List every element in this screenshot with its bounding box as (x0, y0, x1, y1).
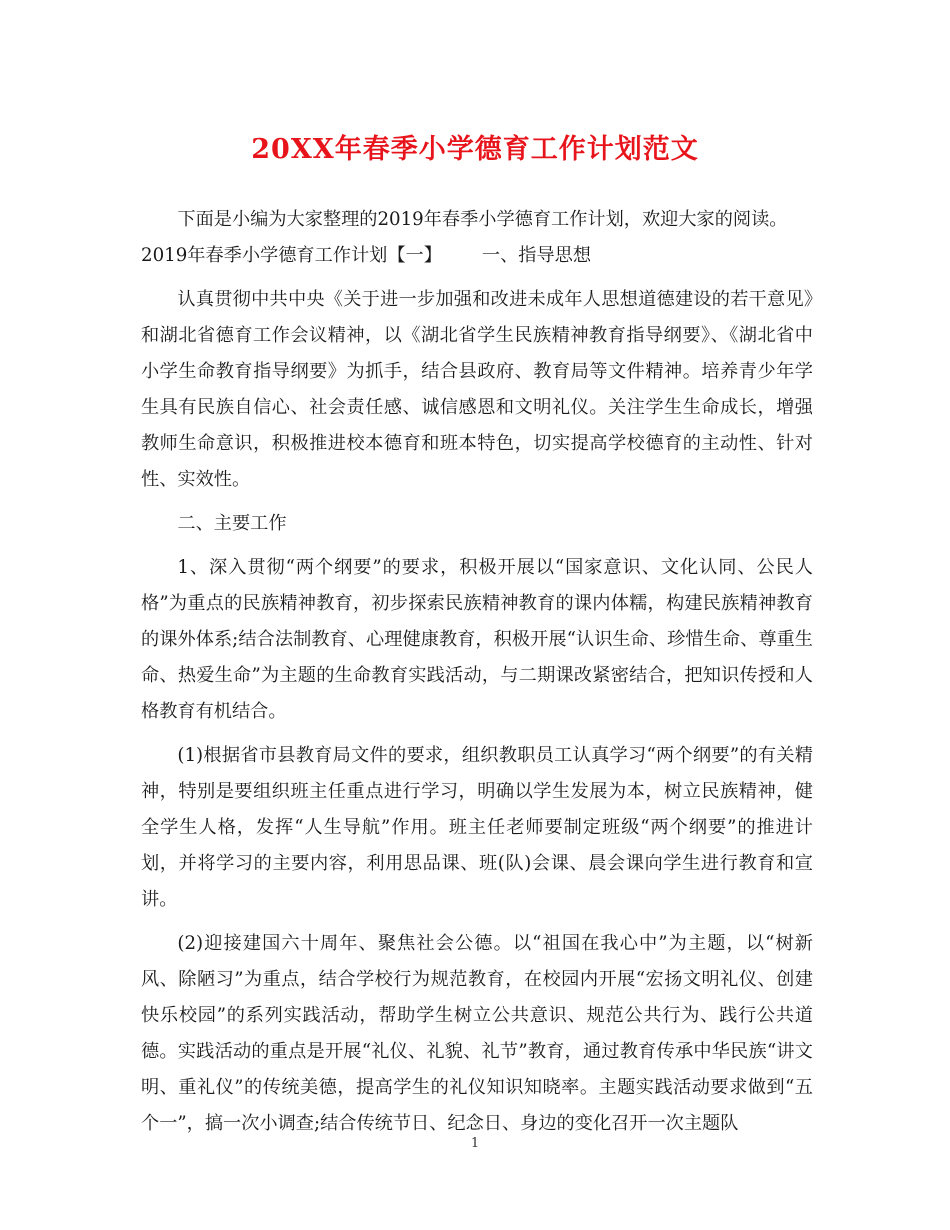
section-heading-line (141, 238, 813, 274)
page-number: 1 (470, 1136, 480, 1151)
document-title: 20XX年春季小学德育工作计划范文 (251, 134, 699, 165)
guiding-ideology-heading: 一、指导思想 (481, 245, 592, 266)
intro-paragraph: 下面是小编为大家整理的2019年春季小学德育工作计划，欢迎大家的阅读。 (177, 209, 788, 230)
plan-heading: 2019年春季小学德育工作计划【一】 (141, 245, 442, 266)
work-item-1-paragraph: 1、深入贯彻“两个纲要”的要求，积极开展以“国家意识、文化认同、公民人格”为重点的民族精神教育，初步探索民族精神教育的课内体糯，构建民族精神教育的课外体系;结合法制教育、心理健康教育，积极开展“认识生命、珍惜生命、尊重生命、热爱生命”为主题的生命教育实践活动，与二期课改紧密结合，把知识传授和人格教育有机结合。 (141, 557, 813, 722)
guiding-ideology-paragraph: 认真贯彻中共中央《关于进一步加强和改进未成年人思想道德建设的若干意见》和湖北省德育工作会议精神，以《湖北省学生民族精神教育指导纲要》、《湖北省中小学生命教育指导纲要》为抓手，结合县政府、教育局等文件精神。培养青少年学生具有民族自信心、社会责任感、诚信感恩和文明礼仪。关注学生生命成长，增强教师生命意识，积极推进校本德育和班本特色，切实提高学校德育的主动性、针对性、实效性。 (141, 289, 813, 490)
main-work-heading: 二、主要工作 (177, 513, 287, 534)
work-item-1-2-paragraph: (2)迎接建国六十周年、聚焦社会公德。以“祖国在我心中”为主题，以“树新风、除陋习”为重点，结合学校行为规范教育，在校园内开展“宏扬文明礼仪、创建快乐校园”的系列实践活动，帮助学生树立公共意识、规范公共行为、践行公共道德。实践活动的重点是开展“礼仪、礼貌、礼节”教育，通过教育传承中华民族“讲文明、重礼仪”的传统美德，提高学生的礼仪知识知晓率。主题实践活动要求做到“五个一”，搞一次小调查;结合传统节日、纪念日、身边的变化召开一次主题队 (141, 933, 813, 1134)
document-body (141, 202, 813, 1150)
work-item-1-1-paragraph: (1)根据省市县教育局文件的要求，组织教职员工认真学习“两个纲要”的有关精神，特别是要组织班主任重点进行学习，明确以学生发展为本，树立民族精神，健全学生人格，发挥“人生导航”作用。班主任老师要制定班级“两个纲要”的推进计划，并将学习的主要内容，利用思品课、班(队)会课、晨会课向学生进行教育和宣讲。 (141, 745, 813, 910)
